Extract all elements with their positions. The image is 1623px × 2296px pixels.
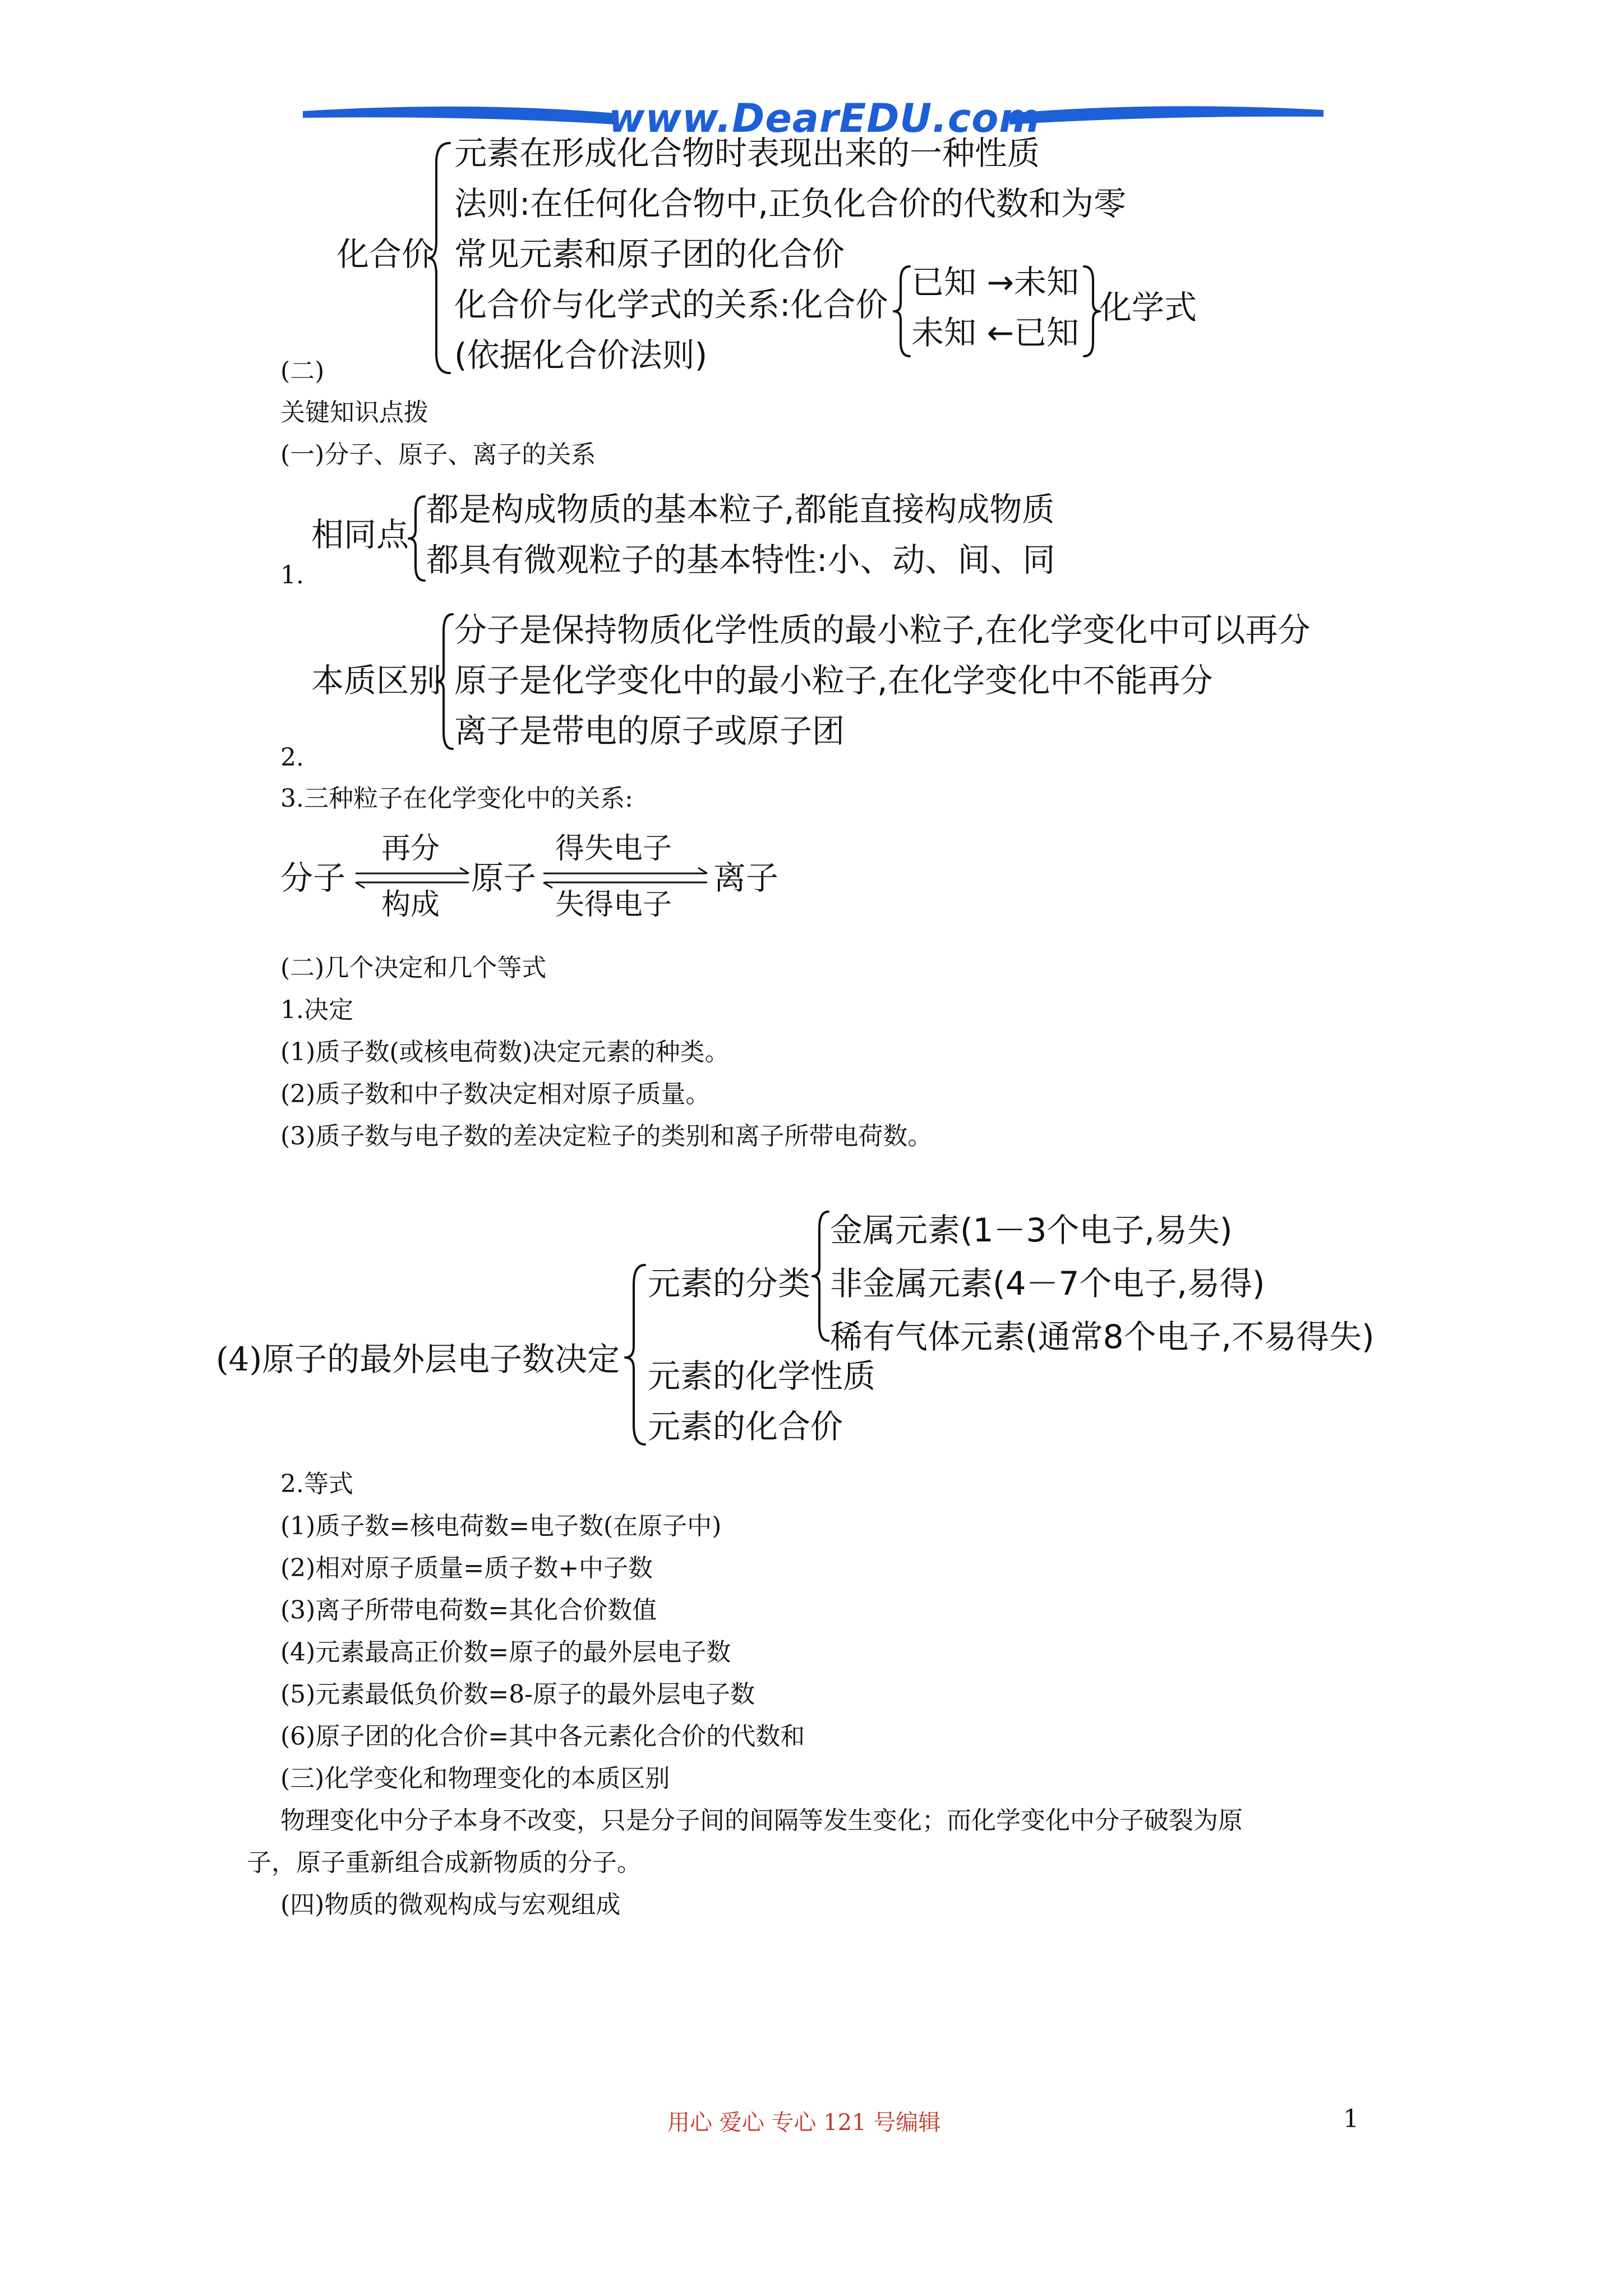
footer-text: 用心 爱心 专心 121 号编辑 <box>667 2110 941 2136</box>
difference-brace <box>435 611 457 752</box>
equation-line: (1)质子数=核电荷数=电子数(在原子中) <box>280 1512 722 1540</box>
decisions-subtitle: 1.决定 <box>280 996 353 1024</box>
decision-line: (1)质子数(或核电荷数)决定元素的种类。 <box>280 1038 730 1066</box>
section-4-title: (四)物质的微观构成与宏观组成 <box>280 1890 621 1919</box>
relation-brace-right <box>1080 264 1102 359</box>
equilibrium-arrow-2 <box>541 867 709 889</box>
classification-brace <box>810 1209 833 1343</box>
decision-line: (2)质子数和中子数决定相对原子质量。 <box>280 1080 711 1108</box>
relation-brace-left <box>892 264 914 359</box>
class-item: 稀有气体元素(通常8个电子,不易得失) <box>830 1318 1375 1356</box>
equation-line: (5)元素最低负价数=8-原子的最外层电子数 <box>280 1680 755 1709</box>
valence-root: 化合价 <box>336 235 435 273</box>
difference-number: 2. <box>280 743 304 772</box>
arrow-1-bottom: 构成 <box>381 888 440 922</box>
similarity-number: 1. <box>280 561 304 590</box>
relation-row-2: 未知 ←已知 <box>911 314 1080 352</box>
valence-item: (依据化合价法则) <box>454 336 708 374</box>
equation-line: (3)离子所带电荷数=其化合价数值 <box>280 1596 657 1625</box>
change-title: (三)化学变化和物理变化的本质区别 <box>280 1764 670 1793</box>
relation-target: 化学式 <box>1099 288 1197 326</box>
valence-label: 元素的化合价 <box>648 1407 843 1446</box>
ion-label: 离子 <box>713 859 779 897</box>
difference-item: 原子是化学变化中的最小粒子,在化学变化中不能再分 <box>454 661 1213 700</box>
molecule-label: 分子 <box>280 859 346 897</box>
outer-electron-brace <box>623 1262 651 1447</box>
valence-item: 元素在形成化合物时表现出来的一种性质 <box>454 134 1040 172</box>
paren-two: (二) <box>280 357 325 385</box>
valence-item: 法则:在任何化合物中,正负化合价的代数和为零 <box>454 185 1126 223</box>
decisions-title: (二)几个决定和几个等式 <box>280 954 547 982</box>
class-item: 非金属元素(4－7个电子,易得) <box>830 1264 1265 1303</box>
equation-line: (6)原子团的化合价=其中各元素化合价的代数和 <box>280 1722 805 1751</box>
similarity-brace <box>407 494 429 583</box>
relation-title: 3.三种粒子在化学变化中的关系: <box>280 784 633 813</box>
decision-line: (3)质子数与电子数的差决定粒子的类别和离子所带电荷数。 <box>280 1122 933 1151</box>
equilibrium-arrow-1 <box>353 867 471 889</box>
atom-label: 原子 <box>471 859 537 897</box>
similarity-item: 都具有微观粒子的基本特性:小、动、间、同 <box>426 541 1055 579</box>
logo-text[interactable]: www.DearEDU.com <box>608 95 1041 141</box>
valence-item: 化合价与化学式的关系:化合价 <box>454 286 888 324</box>
page-number: 1 <box>1343 2105 1359 2133</box>
chemical-property-label: 元素的化学性质 <box>648 1357 876 1395</box>
equations-title: 2.等式 <box>280 1470 353 1498</box>
class-item: 金属元素(1－3个电子,易失) <box>830 1211 1233 1249</box>
relation-row-1: 已知 →未知 <box>911 263 1080 301</box>
difference-item: 分子是保持物质化学性质的最小粒子,在化学变化中可以再分 <box>454 611 1311 649</box>
arrow-1-top: 再分 <box>381 832 440 866</box>
equation-line: (4)元素最高正价数=原子的最外层电子数 <box>280 1638 731 1667</box>
change-paragraph-line-1: 物理变化中分子本身不改变，只是分子间的间隔等发生变化；而化学变化中分子破裂为原 <box>280 1806 1243 1835</box>
key-points-heading: 关键知识点拨 <box>280 398 428 427</box>
similarity-item: 都是构成物质的基本粒子,都能直接构成物质 <box>426 490 1055 528</box>
similarity-root: 相同点 <box>311 516 409 554</box>
arrow-2-bottom: 失得电子 <box>555 888 672 922</box>
outer-electron-root: (4)原子的最外层电子数决定 <box>216 1340 620 1378</box>
difference-item: 离子是带电的原子或原子团 <box>454 712 845 750</box>
difference-root: 本质区别 <box>311 661 442 700</box>
valence-item: 常见元素和原子团的化合价 <box>454 235 845 273</box>
equation-line: (2)相对原子质量=质子数+中子数 <box>280 1554 653 1582</box>
change-paragraph-line-2: 子，原子重新组合成新物质的分子。 <box>247 1848 642 1877</box>
section-1-title: (一)分子、原子、离子的关系 <box>280 440 596 469</box>
arrow-2-top: 得失电子 <box>555 832 672 866</box>
classification-label: 元素的分类 <box>648 1264 811 1303</box>
